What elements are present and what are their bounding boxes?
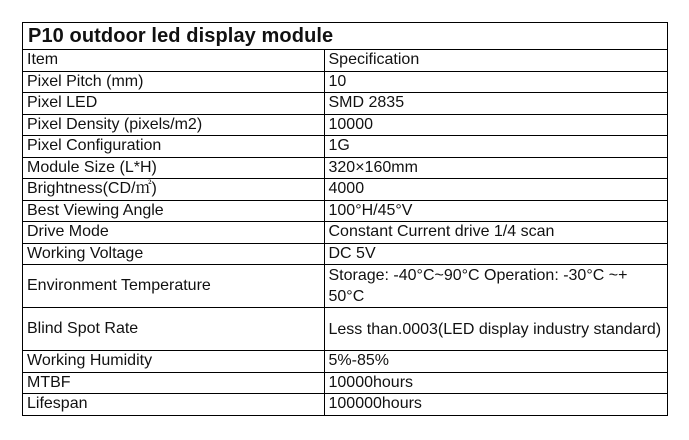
item-cell: Environment Temperature xyxy=(23,265,324,308)
spec-cell: 1G xyxy=(324,136,667,158)
spec-cell: 5%-85% xyxy=(324,351,667,373)
spec-cell: DC 5V xyxy=(324,243,667,265)
table-row xyxy=(23,372,667,394)
table-row xyxy=(23,157,667,179)
item-cell: Pixel LED xyxy=(23,93,324,115)
table-title: P10 outdoor led display module xyxy=(23,23,667,50)
item-cell: Best Viewing Angle xyxy=(23,200,324,222)
table-row xyxy=(23,265,667,308)
item-cell: Drive Mode xyxy=(23,222,324,244)
table-row xyxy=(23,243,667,265)
spec-cell: Less than.0003(LED display industry standard) xyxy=(324,308,667,351)
table-row xyxy=(23,93,667,115)
spec-cell: Storage: -40°C~90°C Operation: -30°C ~+ 50°C xyxy=(324,265,667,308)
table-row xyxy=(23,71,667,93)
table-row xyxy=(23,222,667,244)
item-cell: Blind Spot Rate xyxy=(23,308,324,351)
item-cell: MTBF xyxy=(23,372,324,394)
spec-table-container xyxy=(22,22,668,416)
item-cell: Brightness(CD/㎡) xyxy=(23,179,324,201)
table-row xyxy=(23,114,667,136)
spec-cell: 100000hours xyxy=(324,394,667,415)
spec-cell: 320×160mm xyxy=(324,157,667,179)
table-row xyxy=(23,179,667,201)
item-cell: Lifespan xyxy=(23,394,324,415)
spec-cell: Constant Current drive 1/4 scan xyxy=(324,222,667,244)
spec-cell: 100°H/45°V xyxy=(324,200,667,222)
item-cell: Pixel Pitch (mm) xyxy=(23,71,324,93)
table-row xyxy=(23,394,667,415)
table-row xyxy=(23,351,667,373)
header-row xyxy=(23,50,667,71)
spec-cell: SMD 2835 xyxy=(324,93,667,115)
header-item: Item xyxy=(23,50,324,71)
spec-cell: 10 xyxy=(324,71,667,93)
item-cell: Pixel Configuration xyxy=(23,136,324,158)
table-row xyxy=(23,308,667,351)
spec-cell: 10000 xyxy=(324,114,667,136)
spec-cell: 4000 xyxy=(324,179,667,201)
item-cell: Module Size (L*H) xyxy=(23,157,324,179)
item-cell: Pixel Density (pixels/m2) xyxy=(23,114,324,136)
header-specification: Specification xyxy=(324,50,667,71)
item-cell: Working Voltage xyxy=(23,243,324,265)
spec-cell: 10000hours xyxy=(324,372,667,394)
item-cell: Working Humidity xyxy=(23,351,324,373)
table-row xyxy=(23,136,667,158)
table-row xyxy=(23,200,667,222)
spec-table xyxy=(23,50,667,415)
